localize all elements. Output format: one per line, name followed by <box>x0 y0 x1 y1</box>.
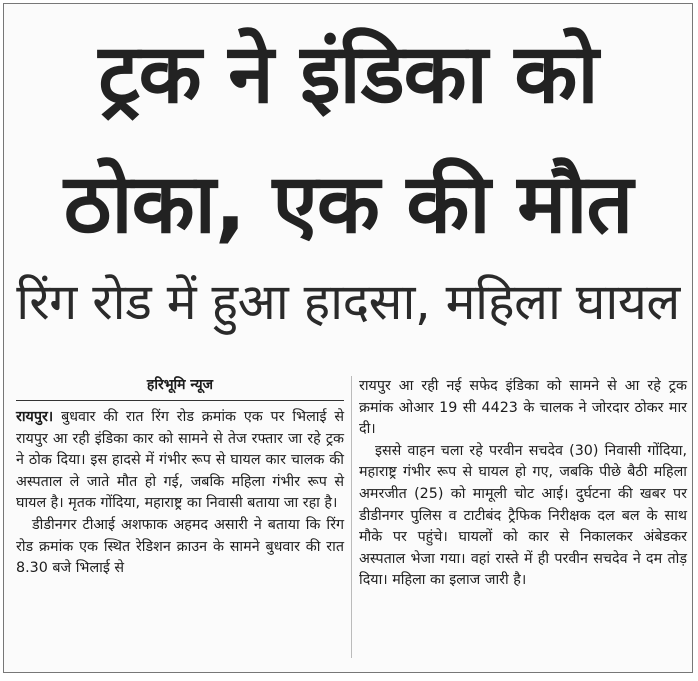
subheadline: रिंग रोड में हुआ हादसा, महिला घायल <box>16 273 680 331</box>
dateline: रायपुर। <box>16 409 54 425</box>
byline: हरिभूमि न्यूज <box>16 374 344 401</box>
headline-line-1: ट्रक ने इंडिका को <box>98 27 598 122</box>
article-paragraph-1 <box>16 407 344 515</box>
article-paragraph-1-text: बुधवार की रात रिंग रोड क्रमांक एक पर भिलाई से रायपुर आ रही इंडिका कार को सामने से तेज रफ्तार जा रहे ट्रक ने ठोक दिया। इस हादसे में गंभीर रूप से घायल कार चालक की अस्पताल ले जाते मौत हो गई, जबकि महिला गंभीर रूप से घायल है। मृतक गोंदिया, महाराष्ट्र का निवासी बताया जा रहा है। <box>16 409 345 512</box>
article-column-right <box>359 376 687 592</box>
newspaper-clipping <box>3 3 693 673</box>
article-paragraph-2-continued: रायपुर आ रही नई सफेद इंडिका को सामने से आ रहे ट्रक क्रमांक ओआर 19 सी 4423 के चालक ने जोरदार ठोकर मार दी। <box>359 378 687 438</box>
article-paragraph-3: इससे वाहन चला रहे परवीन सचदेव (30) निवासी गोंदिया, महाराष्ट्र गंभीर रूप से घायल हो गए, जबकि पीछे बैठी महिला अमरजीत (25) को मामूली चोट आई। दुर्घटना की खबर पर डीडीनगर पुलिस व टाटीबंद ट्रैफिक निरीक्षक दल बल के साथ मौके पर पहुंचे। घायलों को कार से निकालकर अंबेडकर अस्पताल भेजा गया। वहां रास्ते में ही परवीन सचदेव ने दम तोड़ दिया। महिला का इलाज जारी है। <box>359 442 687 589</box>
column-divider <box>351 376 352 658</box>
headline-line-2: ठोका, एक की मौत <box>63 157 633 252</box>
article-paragraph-2: डीडीनगर टीआई अशफाक अहमद असारी ने बताया कि रिंग रोड क्रमांक एक स्थित रेडिशन क्राउन के सामने बुधवार की रात 8.30 बजे भिलाई से <box>16 516 344 577</box>
article-column-left <box>16 374 344 580</box>
